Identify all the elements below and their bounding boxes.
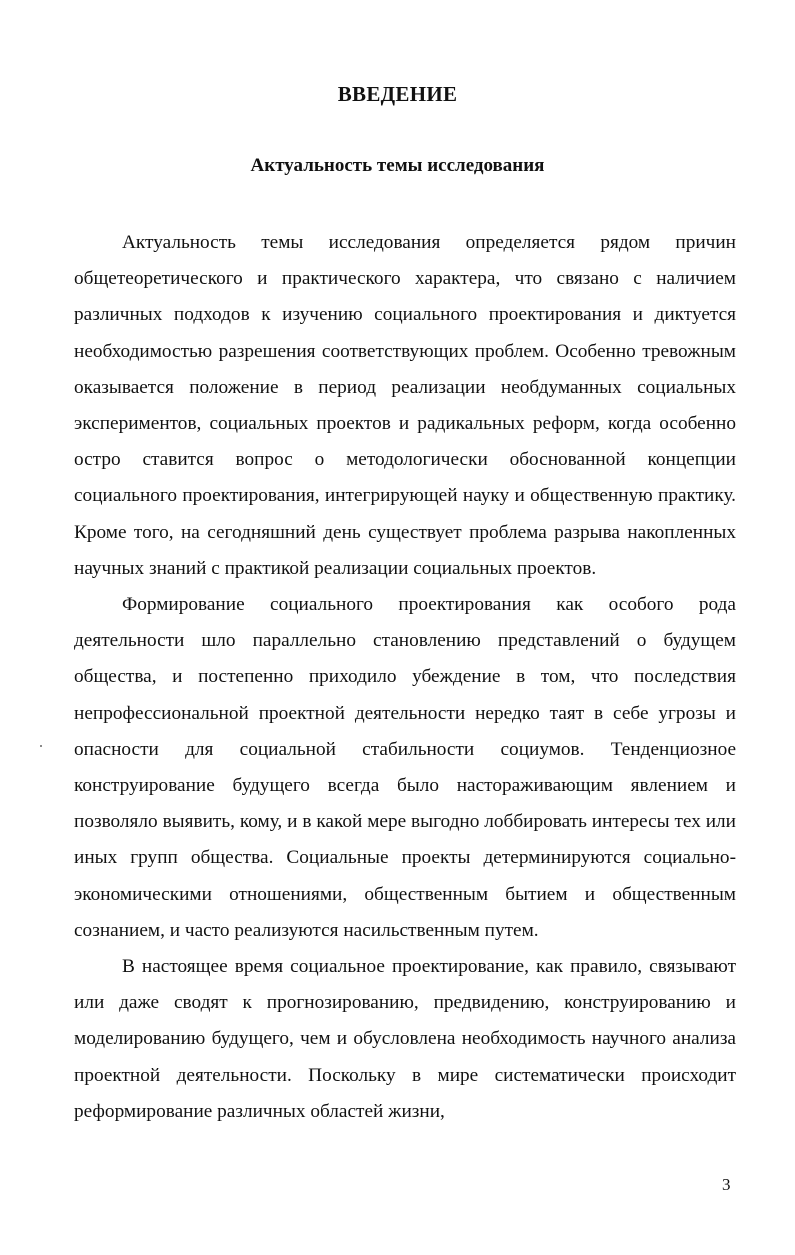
scan-speck xyxy=(40,745,42,747)
paragraph-2: Формирование социального проектирования как особого рода деятельности шло параллельно становлению представлений о будущем общества, и постепенно приходило убеждение в том, что последствия непрофессиональной проектной деятельности нередко таят в себе угрозы и опасности для социальной стабильности социумов. Тенденциозное конструирование будущего всегда было настораживающим явлением и позволяло выявить, кому, и в какой мере выгодно лоббировать интересы тех или иных групп общества. Социальные проекты детерминируются социально-экономическими отношениями, общественным бытием и общественным сознанием, и часто реализуются насильственным путем. xyxy=(74,594,736,941)
section-title: Актуальность темы исследования xyxy=(250,155,545,176)
page-title: ВВЕДЕНИЕ xyxy=(337,82,458,106)
paragraph-3: В настоящее время социальное проектирование, как правило, связывают или даже сводят к прогнозированию, предвидению, конструированию и моделированию будущего, чем и обусловлена необходимость научного анализа проектной деятельности. Поскольку в мире систематически происходит реформирование различных областей жизни, xyxy=(74,956,736,1122)
body-text xyxy=(74,225,736,1130)
paragraph-1: Актуальность темы исследования определяется рядом причин общетеоретического и практического характера, что связано с наличием различных подходов к изучению социального проектирования и диктуется необходимостью разрешения соответствующих проблем. Особенно тревожным оказывается положение в период реализации необдуманных социальных экспериментов, социальных проектов и радикальных реформ, когда особенно остро ставится вопрос о методологически обоснованной концепции социального проектирования, интегрирующей науку и общественную практику. Кроме того, на сегодняшний день существует проблема разрыва накопленных научных знаний с практикой реализации социальных проектов. xyxy=(74,232,736,579)
page-number: 3 xyxy=(722,1175,731,1194)
